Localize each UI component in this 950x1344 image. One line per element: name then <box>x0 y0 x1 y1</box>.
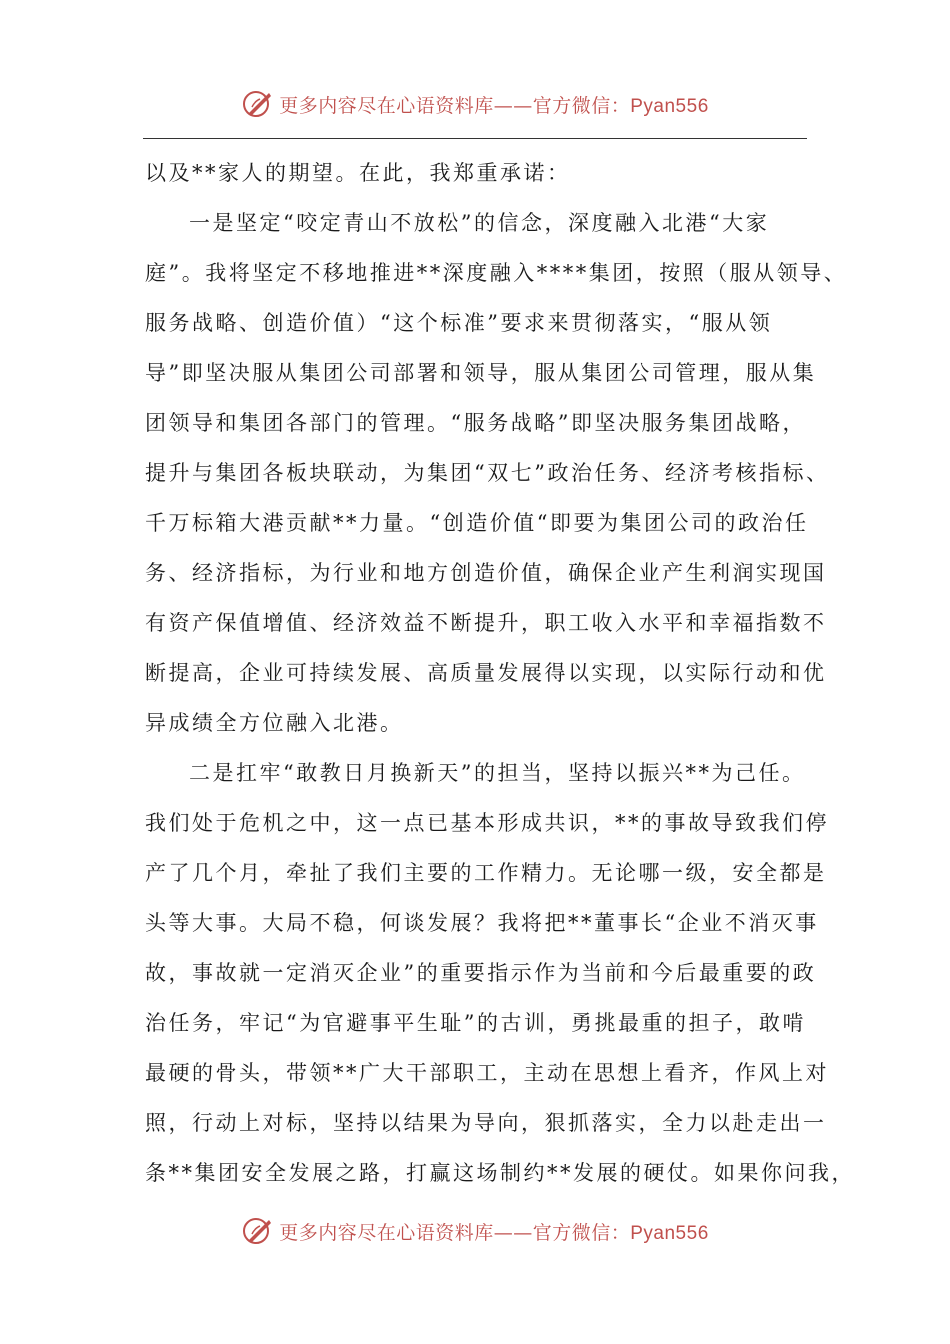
document-body <box>145 148 855 1198</box>
text-line: 断提高，企业可持续发展、高质量发展得以实现，以实际行动和优 <box>145 661 827 685</box>
banner-text <box>279 91 709 118</box>
text-line: 一是坚定“咬定青山不放松”的信念，深度融入北港“大家 <box>189 211 770 235</box>
quill-circle-icon <box>241 87 275 121</box>
text-line: 照，行动上对标，坚持以结果为导向，狠抓落实，全力以赴走出一 <box>145 1111 827 1135</box>
banner-wechat-id: Pyan556 <box>630 95 709 117</box>
text-line: 我们处于危机之中，这一点已基本形成共识，**的事故导致我们停 <box>145 811 829 835</box>
text-line: 异成绩全方位融入北港。 <box>145 711 404 735</box>
text-line: 二是扛牢“敢教日月换新天”的担当，坚持以振兴**为己任。 <box>189 761 806 785</box>
header-divider <box>143 138 807 139</box>
text-line: 故，事故就一定消灭企业”的重要指示作为当前和今后最重要的政 <box>145 961 817 985</box>
header-banner <box>0 80 950 128</box>
text-line: 千万标箱大港贡献**力量。“创造价值“即要为集团公司的政治任 <box>145 511 809 535</box>
banner-text <box>279 1218 709 1245</box>
text-line: 团领导和集团各部门的管理。“服务战略”即坚决服务集团战略， <box>145 411 806 435</box>
text-line: 最硬的骨头，带领**广大干部职工，主动在思想上看齐，作风上对 <box>145 1061 829 1085</box>
banner-slogan: 更多内容尽在心语资料库——官方微信： <box>279 1221 631 1244</box>
banner-wechat-id: Pyan556 <box>630 1222 709 1244</box>
quill-circle-icon <box>241 1214 275 1248</box>
text-line: 导”即坚决服从集团公司部署和领导，服从集团公司管理，服从集 <box>145 361 817 385</box>
footer-banner <box>0 1207 950 1255</box>
banner-slogan: 更多内容尽在心语资料库——官方微信： <box>279 94 631 117</box>
text-line: 产了几个月，牵扯了我们主要的工作精力。无论哪一级，安全都是 <box>145 861 827 885</box>
text-line: 条**集团安全发展之路，打赢这场制约**发展的硬仗。如果你问我， <box>145 1161 855 1185</box>
text-line: 治任务，牢记“为官避事平生耻”的古训，勇挑最重的担子，敢啃 <box>145 1011 806 1035</box>
text-line: 有资产保值增值、经济效益不断提升，职工收入水平和幸福指数不 <box>145 611 827 635</box>
text-line: 务、经济指标，为行业和地方创造价值，确保企业产生利润实现国 <box>145 561 827 585</box>
text-line: 提升与集团各板块联动，为集团“双七”政治任务、经济考核指标、 <box>145 461 830 485</box>
text-line: 服务战略、创造价值）“这个标准”要求来贯彻落实，“服从领 <box>145 311 773 335</box>
text-line: 头等大事。大局不稳，何谈发展？我将把**董事长“企业不消灭事 <box>145 911 819 935</box>
text-line: 以及**家人的期望。在此，我郑重承诺： <box>145 161 571 185</box>
text-line: 庭”。我将坚定不移地推进**深度融入****集团，按照（服从领导、 <box>145 261 848 285</box>
